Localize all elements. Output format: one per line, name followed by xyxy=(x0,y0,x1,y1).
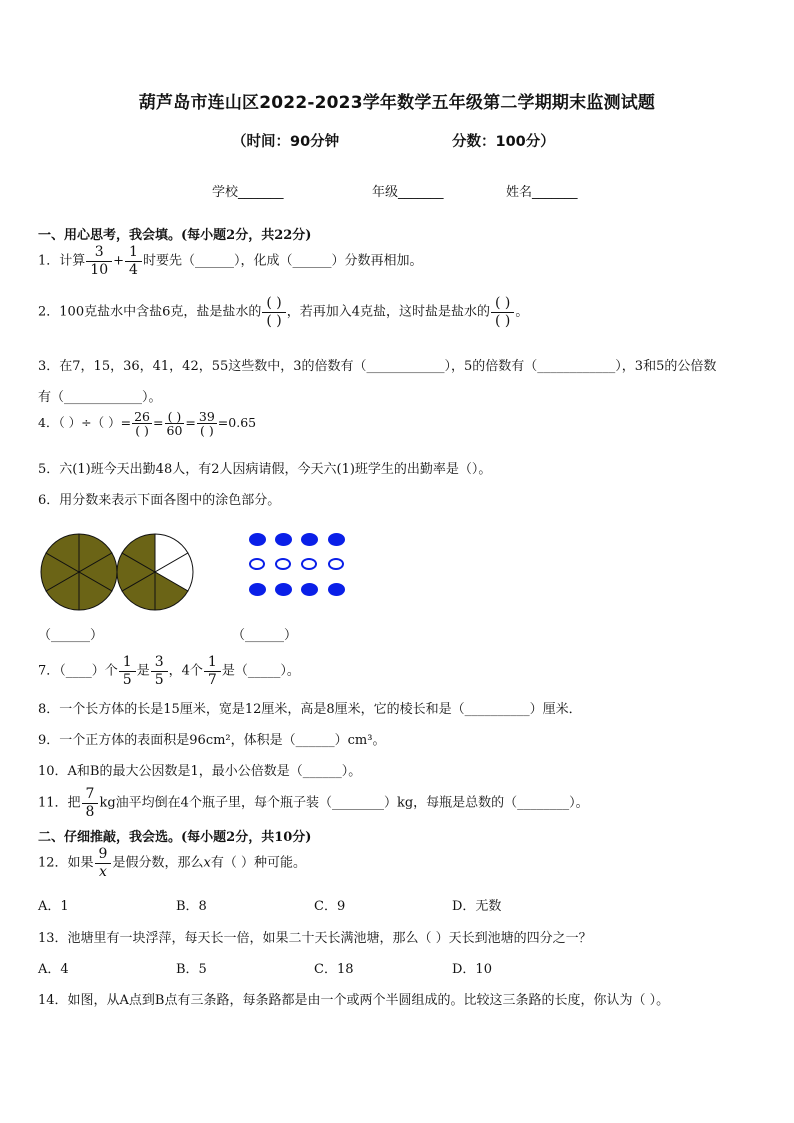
q7-text-d: 是（_____）。 xyxy=(221,663,300,679)
denominator: ( ) xyxy=(135,423,149,439)
plus-sign: + xyxy=(113,253,125,269)
fraction-39 xyxy=(197,410,217,437)
dot-outlined xyxy=(328,558,344,570)
question-2 xyxy=(38,295,528,329)
q13-option-d[interactable]: D．10 xyxy=(452,962,492,977)
denominator: 10 xyxy=(90,261,109,278)
question-6: 6．用分数来表示下面各图中的涂色部分。 xyxy=(38,493,281,508)
q4-text-b: =0.65 xyxy=(217,415,257,431)
q4-text-a: 4．（ ）÷（ ）= xyxy=(38,415,132,431)
q1-text-a: 1．计算 xyxy=(38,253,86,269)
question-3-line-1: 3．在7，15，36，41，42，55这些数中，3的倍数有（____________），5的倍数有（____________），3和5的公倍数 xyxy=(38,359,717,374)
q6-caption-1: （______） xyxy=(38,628,104,643)
q12-option-c[interactable]: C．9 xyxy=(314,899,346,914)
dot-filled xyxy=(275,583,292,596)
denominator: ( ) xyxy=(266,312,282,329)
numerator: ( ) xyxy=(165,410,185,424)
fraction-60 xyxy=(165,410,185,437)
circle-fully-shaded xyxy=(41,534,117,610)
question-8: 8．一个长方体的长是15厘米，宽是12厘米，高是8厘米，它的棱长和是（__________）厘米． xyxy=(38,702,582,717)
numerator: 1 xyxy=(119,654,136,672)
section-1-heading: 一、用心思考，我会填。(每小题2分，共22分) xyxy=(38,228,312,243)
q7-text-a: 7．（____）个 xyxy=(38,663,118,679)
q12-option-a[interactable]: A．1 xyxy=(38,899,69,914)
numerator: 3 xyxy=(151,654,168,672)
dot-outlined xyxy=(249,558,265,570)
numerator: 1 xyxy=(204,654,221,672)
question-12 xyxy=(38,846,306,880)
shaded-circles-figure xyxy=(38,530,198,614)
fraction-9-x xyxy=(95,846,112,880)
question-14: 14．如图，从A点到B点有三条路，每条路都是由一个或两个半圆组成的。比较这三条路的长度，你认为（ ）。 xyxy=(38,993,670,1008)
exam-score: 分数：100分） xyxy=(452,134,555,150)
denominator: 60 xyxy=(166,423,183,439)
q13-option-b[interactable]: B．5 xyxy=(176,962,207,977)
fraction-1-7 xyxy=(204,654,221,688)
question-1 xyxy=(38,244,422,278)
question-3-line-2: 有（____________）。 xyxy=(38,390,162,405)
q12-option-b[interactable]: B．8 xyxy=(176,899,207,914)
fraction-blank-2 xyxy=(491,295,514,329)
fraction-blank-1 xyxy=(262,295,285,329)
denominator: ( ) xyxy=(495,312,511,329)
q12-text-c: 有（ ）种可能。 xyxy=(210,855,306,871)
q2-text-a: 2．100克盐水中含盐6克，盐是盐水的 xyxy=(38,304,262,320)
denominator: 5 xyxy=(122,671,132,688)
question-11 xyxy=(38,786,589,820)
denominator: ( ) xyxy=(199,423,214,439)
name-field: 姓名_______ xyxy=(506,185,578,200)
equals-sign: = xyxy=(185,415,196,431)
denominator: 8 xyxy=(85,803,95,820)
dot-filled xyxy=(328,583,345,596)
numerator: 26 xyxy=(134,409,151,424)
circle-partly-shaded xyxy=(117,534,193,610)
question-4 xyxy=(38,410,256,437)
q7-text-c: ，4个 xyxy=(168,663,203,679)
q12-text-a: 12．如果 xyxy=(38,855,94,871)
dot-outlined xyxy=(301,558,317,570)
q12-text-b: 是假分数，那么 xyxy=(112,855,204,871)
exam-title: 葫芦岛市连山区2022-2023学年数学五年级第二学期期末监测试题 xyxy=(138,93,656,113)
dot-filled xyxy=(328,533,345,546)
q13-option-c[interactable]: C．18 xyxy=(314,962,354,977)
denominator: 7 xyxy=(207,671,217,688)
section-2-heading: 二、仔细推敲，我会选。(每小题2分，共10分) xyxy=(38,830,312,845)
numerator: 1 xyxy=(125,244,142,262)
equals-sign: = xyxy=(153,415,164,431)
q13-option-a[interactable]: A．4 xyxy=(38,962,69,977)
question-7 xyxy=(38,654,300,688)
dot-filled xyxy=(301,583,318,596)
question-13: 13．池塘里有一块浮萍，每天长一倍，如果二十天长满池塘，那么（ ）天长到池塘的四分之一？ xyxy=(38,931,592,946)
q7-text-b: 是 xyxy=(136,663,150,679)
dot-filled xyxy=(249,533,266,546)
numerator: 3 xyxy=(86,244,112,262)
fraction-26 xyxy=(132,410,152,437)
variable-x: x xyxy=(203,855,211,871)
question-9: 9．一个正方体的表面积是96cm²，体积是（______）cm³。 xyxy=(38,733,386,748)
school-field: 学校_______ xyxy=(212,185,284,200)
q2-text-b: ，若再加入4克盐，这时盐是盐水的 xyxy=(286,304,491,320)
q2-text-c: 。 xyxy=(515,304,529,320)
q11-text-a: 11．把 xyxy=(38,795,81,811)
denominator: 4 xyxy=(129,261,138,278)
denominator: 5 xyxy=(154,671,164,688)
question-10: 10．A和B的最大公因数是1，最小公倍数是（______）。 xyxy=(38,764,362,779)
q6-caption-2: （______） xyxy=(232,628,298,643)
fraction-1-4 xyxy=(125,244,142,278)
fraction-1-5 xyxy=(119,654,136,688)
q1-text-b: 时要先（______），化成（______）分数再相加。 xyxy=(142,253,423,269)
fraction-7-8 xyxy=(82,786,99,820)
q11-text-b: kg油平均倒在4个瓶子里，每个瓶子装（________）kg，每瓶是总数的（________）。 xyxy=(99,795,589,811)
denominator: x xyxy=(99,863,107,880)
fraction-3-5 xyxy=(151,654,168,688)
numerator: ( ) xyxy=(262,295,285,313)
numerator: 7 xyxy=(82,786,99,804)
numerator: ( ) xyxy=(491,295,514,313)
numerator: 9 xyxy=(95,846,112,864)
dot-filled xyxy=(275,533,292,546)
exam-time: （时间：90分钟 xyxy=(232,134,340,150)
question-5: 5．六(1)班今天出勤48人，有2人因病请假，今天六(1)班学生的出勤率是（）。 xyxy=(38,462,492,477)
grade-field: 年级_______ xyxy=(372,185,444,200)
dot-outlined xyxy=(275,558,291,570)
q12-option-d[interactable]: D．无数 xyxy=(452,899,502,914)
dot-filled xyxy=(249,583,266,596)
numerator: 39 xyxy=(198,409,215,424)
dot-filled xyxy=(301,533,318,546)
fraction-3-10 xyxy=(86,244,112,278)
